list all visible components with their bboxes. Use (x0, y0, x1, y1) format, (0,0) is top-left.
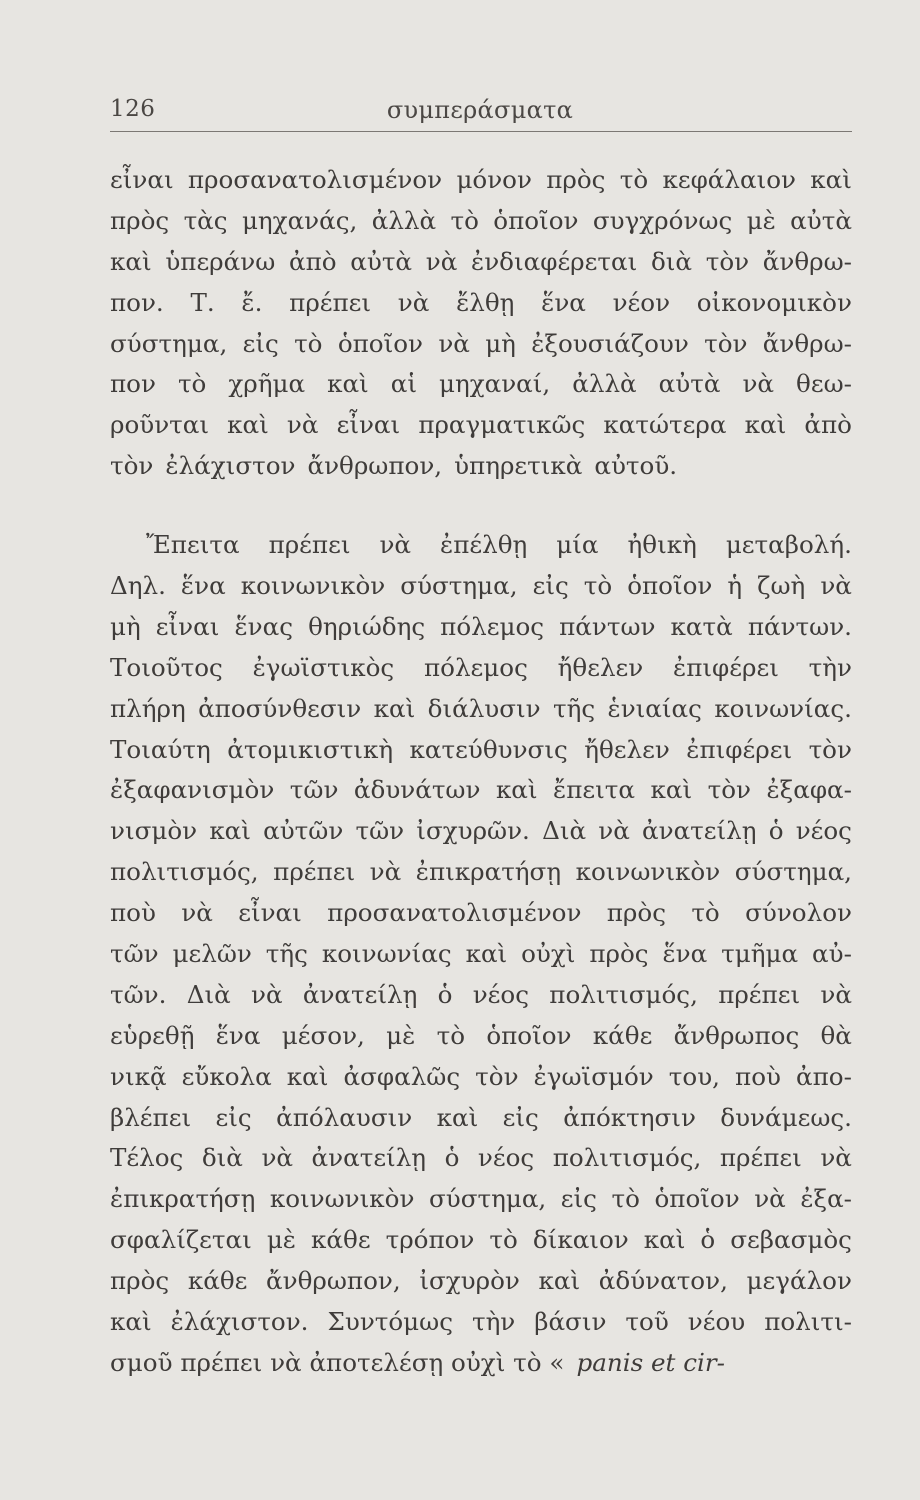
word: πόλεμος (424, 652, 528, 682)
word: πρέπει (289, 287, 372, 317)
word: τὸ (691, 898, 720, 928)
word: ἐπιφέρει (686, 734, 793, 764)
word: πολιτισμός, (552, 1143, 702, 1173)
word: τῆς (553, 693, 596, 723)
text-line (110, 160, 852, 201)
word: σεβασμὸς (730, 1225, 852, 1255)
text-line (110, 893, 852, 934)
text-line (110, 811, 852, 852)
word: ἐπικρατήσῃ (415, 857, 562, 887)
word: βλέπει (110, 1102, 192, 1132)
word: καὶ (538, 1266, 581, 1296)
word: ἔπειτα (553, 775, 636, 805)
word: ἐλάχιστον. (170, 1307, 309, 1337)
word: κοινωνικὸν (240, 571, 386, 601)
word: θεω- (796, 369, 852, 399)
word: εἶναι (110, 165, 174, 194)
word: μία (556, 530, 599, 560)
text-line (146, 525, 852, 566)
word: καὶ (436, 1102, 479, 1132)
text-line (110, 852, 852, 893)
word: διὰ (201, 1143, 243, 1173)
word: ἐξαφανισμὸν (110, 775, 275, 805)
word: μὲ (266, 1225, 296, 1255)
word: ὁ (444, 1143, 460, 1173)
word: σφαλίζεται (110, 1225, 252, 1255)
word: ὁποῖον (627, 571, 713, 601)
word: καὶ (650, 775, 693, 805)
word: καὶ (495, 775, 538, 805)
word: νέου (687, 1307, 746, 1337)
word: ἄνθρωπον, (266, 1266, 401, 1296)
word: ἐπικρατήσῃ (110, 1184, 256, 1214)
word: νὰ (742, 369, 775, 399)
word: πολιτι- (764, 1307, 852, 1337)
word: ἄνθρωπος (673, 1020, 800, 1050)
word: ἠθικὴ (627, 530, 697, 560)
word: διὰ (650, 246, 693, 276)
word: Δηλ. (110, 571, 166, 601)
word: νὰ (820, 979, 852, 1009)
text-line (110, 770, 852, 811)
word: ὁποῖον (337, 328, 423, 358)
word: αὐτὰ (658, 369, 721, 399)
word: σύστημα, (734, 857, 852, 887)
word: ἐνδιαφέρεται (471, 246, 638, 276)
word: ἕνα (541, 287, 586, 317)
text-line (110, 1016, 852, 1057)
word: ἕνα (215, 1020, 261, 1050)
word: πρὸς (110, 205, 170, 235)
text-line (110, 934, 852, 975)
word: κατώτερα (603, 410, 727, 440)
word: πραγματικῶς (418, 410, 586, 440)
word: ἤθελεν (584, 734, 670, 764)
word: ὁποῖον (486, 1020, 572, 1050)
word: ἄνθρω- (762, 246, 852, 276)
word: εἶναι (336, 410, 401, 440)
word: ἀπο- (796, 1061, 852, 1091)
word: δυνάμεως. (720, 1102, 852, 1132)
word: πολιτισμός, (549, 979, 698, 1009)
word: πον (110, 369, 156, 399)
word: προσανατολισμένον (187, 165, 443, 194)
word: τμῆμα (721, 939, 799, 969)
text-line (110, 1138, 852, 1179)
word: πον. (110, 287, 164, 317)
word: αὐτοῦ. (594, 451, 678, 481)
word: Συντόμως (327, 1307, 453, 1337)
word: καὶ (810, 165, 852, 194)
word: τὸ (489, 1225, 518, 1255)
word: κάθε (592, 1020, 653, 1050)
word: πρὸς (589, 939, 649, 969)
word: τῶν. (110, 979, 167, 1009)
word: ἕνα (662, 939, 708, 969)
word: νὰ (181, 898, 213, 928)
word: ροῦνται (110, 410, 210, 440)
word: εἰς (560, 1184, 597, 1214)
word: ἐγωϊσμόν (533, 1061, 654, 1091)
word: τὸ (619, 165, 649, 194)
word: ἕνα (180, 571, 226, 601)
word: πλήρη (110, 693, 186, 723)
word: ἀπόλαυσιν (276, 1102, 413, 1132)
word: ἀπὸ (288, 246, 337, 276)
word: ἀλλὰ (371, 205, 437, 235)
word: τρόπον (385, 1225, 475, 1255)
word: αὐτὰ (350, 246, 413, 276)
word: διάλυσιν (427, 693, 541, 723)
word: νὰ (598, 816, 630, 846)
word: ἐξαφα- (766, 775, 852, 805)
word: ἀποσύνθεσιν (198, 693, 362, 723)
word: ὑπεράνω (165, 246, 276, 276)
text-line (110, 283, 852, 324)
word: πάντων (559, 611, 656, 641)
word: κάθε (187, 1266, 248, 1296)
word: Ἔπειτα (146, 530, 240, 560)
word: Διὰ (542, 816, 587, 846)
word: τὰς (183, 205, 228, 235)
word: κατὰ (670, 611, 733, 641)
word: προσανατολισμένον (327, 898, 582, 928)
word: νὰ (286, 410, 319, 440)
text-line (110, 1179, 852, 1220)
text-line (110, 730, 852, 771)
text-line (110, 1098, 852, 1139)
word: ὁ (700, 1225, 716, 1255)
word: ὑπηρετικὰ (454, 451, 583, 481)
word: νὰ (369, 857, 402, 887)
word: Τοιοῦτος (110, 652, 223, 682)
word: μεταβολή. (725, 530, 852, 560)
word: πάντων. (747, 611, 852, 641)
word: πρέπει (718, 979, 801, 1009)
latin-phrase: panis et cir- (576, 1347, 725, 1377)
text-line (110, 566, 852, 607)
word: τὸν (110, 451, 154, 481)
word: νὰ (820, 1143, 852, 1173)
word: σύστημα, (110, 328, 228, 358)
word: ἀδυνάτων (353, 775, 481, 805)
word: ἔ. (241, 287, 263, 317)
word: τὸ (294, 328, 323, 358)
word: ἀλλὰ (572, 369, 637, 399)
running-title: συμπεράσματα (386, 96, 574, 124)
word: Τοιαύτη (110, 734, 211, 764)
word: κοινωνίας. (714, 693, 852, 723)
word: τῶν (355, 816, 405, 846)
word: βάσιν (534, 1307, 607, 1337)
word: πρὸς (110, 1266, 170, 1296)
word: μὲ (386, 1020, 416, 1050)
word: νέος (472, 979, 529, 1009)
word: ἀνατείλῃ (302, 979, 418, 1009)
word: τῶν (110, 939, 159, 969)
word: κοινωνικὸν (269, 1184, 415, 1214)
paragraph (110, 525, 852, 1384)
word: τὸ (450, 205, 479, 235)
word: πρὸς (606, 898, 666, 928)
word: πόλεμος (440, 611, 545, 641)
text-line (110, 201, 852, 242)
word: τὴν (808, 652, 852, 682)
word: τῶν (289, 775, 339, 805)
word: νὰ (820, 571, 852, 601)
word: αὐ- (812, 939, 852, 969)
header-rule (110, 131, 852, 132)
word: μεγάλον (746, 1266, 852, 1296)
word: του, (668, 1061, 720, 1091)
word: ἀπόκτησιν (563, 1102, 696, 1132)
text-line (110, 975, 852, 1016)
word: ἤθελεν (557, 652, 644, 682)
word: νέος (795, 816, 852, 846)
text-line (110, 607, 852, 648)
word: Τέλος (110, 1143, 184, 1173)
greek-text: σμοῦ πρέπει νὰ ἀποτελέσῃ οὐχὶ τὸ « (110, 1347, 565, 1377)
text-line (110, 446, 852, 487)
word: καὶ (744, 410, 787, 440)
word: τὸν (475, 1061, 519, 1091)
word: ἐξα- (800, 1184, 852, 1214)
word: ἐγωϊστικὸς (252, 652, 395, 682)
word: νὰ (397, 287, 430, 317)
word: αἱ (390, 369, 417, 399)
word: κατεύθυνσις (409, 734, 568, 764)
text-line (110, 364, 852, 405)
word: τὸ (436, 1020, 466, 1050)
word: καὶ (643, 1225, 686, 1255)
word: εἶναι (238, 898, 302, 928)
word: ζωὴ (757, 571, 806, 601)
text-line (110, 324, 852, 365)
word: εἰς (242, 328, 279, 358)
word: νὰ (754, 1184, 786, 1214)
word: πολιτισμός, (110, 857, 259, 887)
word: τὸ (177, 369, 207, 399)
word: σύνολον (745, 898, 852, 928)
word: πρὸς (546, 165, 606, 194)
word: νισμὸν (110, 816, 198, 846)
word: ὁποῖον (654, 1184, 740, 1214)
word: ἀπὸ (804, 410, 852, 440)
word: τῆς (265, 939, 308, 969)
word: τὸν (707, 775, 751, 805)
text-line (110, 689, 852, 730)
word: τὸ (583, 571, 613, 601)
text-line (110, 1220, 852, 1261)
word: κοινωνίας (321, 939, 452, 969)
word: τὸ (611, 1184, 640, 1214)
word: ἑνιαίας (607, 693, 702, 723)
word: καὶ (327, 369, 369, 399)
word: αὐτὰ (790, 205, 852, 235)
word: καὶ (227, 410, 269, 440)
word: τὸν (705, 246, 750, 276)
word: νέον (612, 287, 671, 317)
word: ἐλάχιστον (165, 451, 296, 481)
word: Διὰ (186, 979, 231, 1009)
word: σύστημα, (400, 571, 518, 601)
word: πρέπει (273, 857, 356, 887)
text-line (110, 242, 852, 283)
word: τὸν (704, 328, 748, 358)
word: εἰς (532, 571, 569, 601)
word: καὶ (286, 1061, 329, 1091)
word: νὰ (438, 328, 470, 358)
word: κοινωνικὸν (575, 857, 721, 887)
word: νὰ (425, 246, 458, 276)
word: ἐπέλθῃ (440, 530, 528, 560)
word: εἰς (502, 1102, 539, 1132)
word: ἐξουσιάζουν (531, 328, 689, 358)
word: οὐχὶ (521, 939, 576, 969)
word: τὴν (471, 1307, 516, 1337)
word: θηριώδης (308, 611, 426, 641)
word: ἀδύνατον, (598, 1266, 728, 1296)
word: καὶ (373, 693, 416, 723)
word: ἀνατείλῃ (642, 816, 757, 846)
word: οἰκονομικὸν (696, 287, 852, 317)
word: μελῶν (172, 939, 252, 969)
word: ὁ (768, 816, 784, 846)
word: νὰ (379, 530, 412, 560)
word: καὶ (209, 816, 251, 846)
word: εἶναι (155, 611, 220, 641)
word: νὰ (261, 1143, 294, 1173)
word: καὶ (465, 939, 508, 969)
text-line (110, 405, 852, 446)
word: ὁποῖον (493, 205, 579, 235)
paragraph (110, 160, 852, 487)
word: τοῦ (625, 1307, 669, 1337)
word: ὁ (437, 979, 453, 1009)
word: πρέπει (719, 1143, 802, 1173)
text-line (110, 648, 852, 689)
word: ποὺ (110, 898, 156, 928)
word: εὑρεθῇ (110, 1020, 195, 1050)
word: δίκαιον (532, 1225, 629, 1255)
word: ἰσχυρὸν (419, 1266, 520, 1296)
word: εἰς (215, 1102, 252, 1132)
body-text (110, 160, 852, 1384)
word: νικᾷ (110, 1061, 167, 1091)
word: μὲ (746, 205, 776, 235)
word: θὰ (820, 1020, 852, 1050)
word: ἰσχυρῶν. (416, 816, 530, 846)
text-line (110, 1302, 852, 1343)
word: μὴ (485, 328, 516, 358)
text-line (110, 1057, 852, 1098)
word: ἀτομικιστικὴ (227, 734, 394, 764)
word: ἕνας (234, 611, 293, 641)
word: ἀσφαλῶς (343, 1061, 461, 1091)
word: πρέπει (268, 530, 351, 560)
word: ἔλθῃ (456, 287, 515, 317)
word: καὶ (110, 246, 152, 276)
word: νέος (477, 1143, 535, 1173)
word: μηχαναί, (439, 369, 551, 399)
page-header (110, 96, 850, 132)
text-line-final (110, 1343, 852, 1384)
word: σύστημα, (428, 1184, 547, 1214)
word: χρῆμα (228, 369, 306, 399)
word: μόνον (456, 165, 532, 194)
word: νὰ (251, 979, 283, 1009)
word: συγχρόνως (592, 205, 733, 235)
paragraph-gap (110, 487, 852, 525)
word: αὐτῶν (263, 816, 344, 846)
page-number: 126 (110, 96, 156, 122)
word: τὸν (808, 734, 852, 764)
word: εὔκολα (181, 1061, 272, 1091)
word: μηχανάς, (241, 205, 358, 235)
word: μέσον, (281, 1020, 365, 1050)
word: ἡ (727, 571, 743, 601)
word: ἄνθρω- (762, 328, 852, 358)
word: Τ. (190, 287, 215, 317)
word: ἀνατείλῃ (311, 1143, 427, 1173)
word: κάθε (311, 1225, 371, 1255)
word: κεφάλαιον (662, 165, 796, 194)
word: ἐπιφέρει (673, 652, 779, 682)
word: ἄνθρωπον, (307, 451, 443, 481)
word: ποὺ (735, 1061, 781, 1091)
text-line (110, 1261, 852, 1302)
word: μὴ (110, 611, 141, 641)
word: καὶ (110, 1307, 152, 1337)
